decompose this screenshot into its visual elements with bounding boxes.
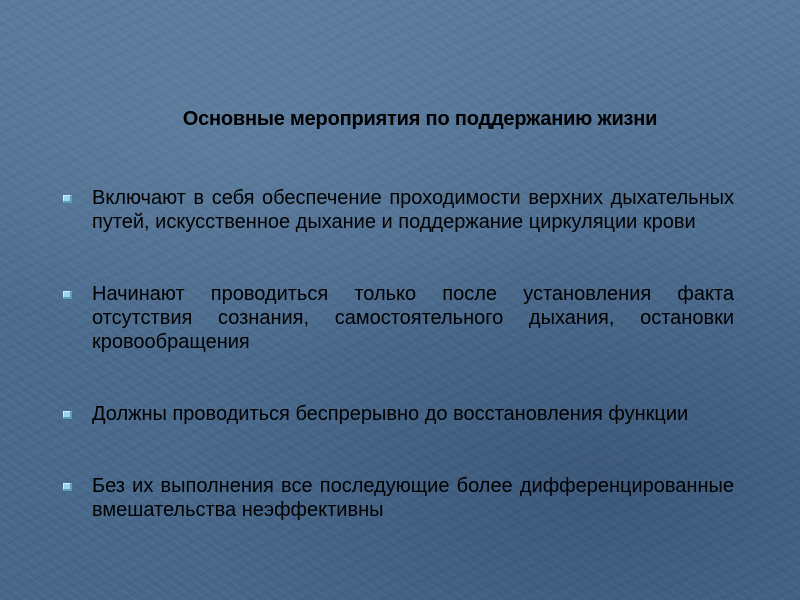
bullet-item <box>62 474 734 522</box>
bullet-item <box>62 282 734 354</box>
bullet-item <box>62 186 734 234</box>
square-bullet-icon <box>63 483 72 491</box>
bullet-text: Включают в себя обеспечение проходимости верхних дыхательных путей, искусственное дыхание и поддержание циркуляции крови <box>92 187 734 233</box>
bullet-text: Без их выполнения все последующие более дифференцированные вмешательства неэффективны <box>92 475 734 521</box>
bullet-list <box>62 186 734 522</box>
square-bullet-icon <box>63 411 72 419</box>
square-bullet-icon <box>63 291 72 299</box>
square-bullet-icon <box>63 195 72 203</box>
slide-title: Основные мероприятия по поддержанию жизни <box>182 108 658 130</box>
bullet-text: Начинают проводиться только после установления факта отсутствия сознания, самостоятельного дыхания, остановки кровообращения <box>92 283 734 353</box>
bullet-item <box>62 402 734 426</box>
bullet-text: Должны проводиться беспрерывно до восстановления функции <box>92 403 689 425</box>
